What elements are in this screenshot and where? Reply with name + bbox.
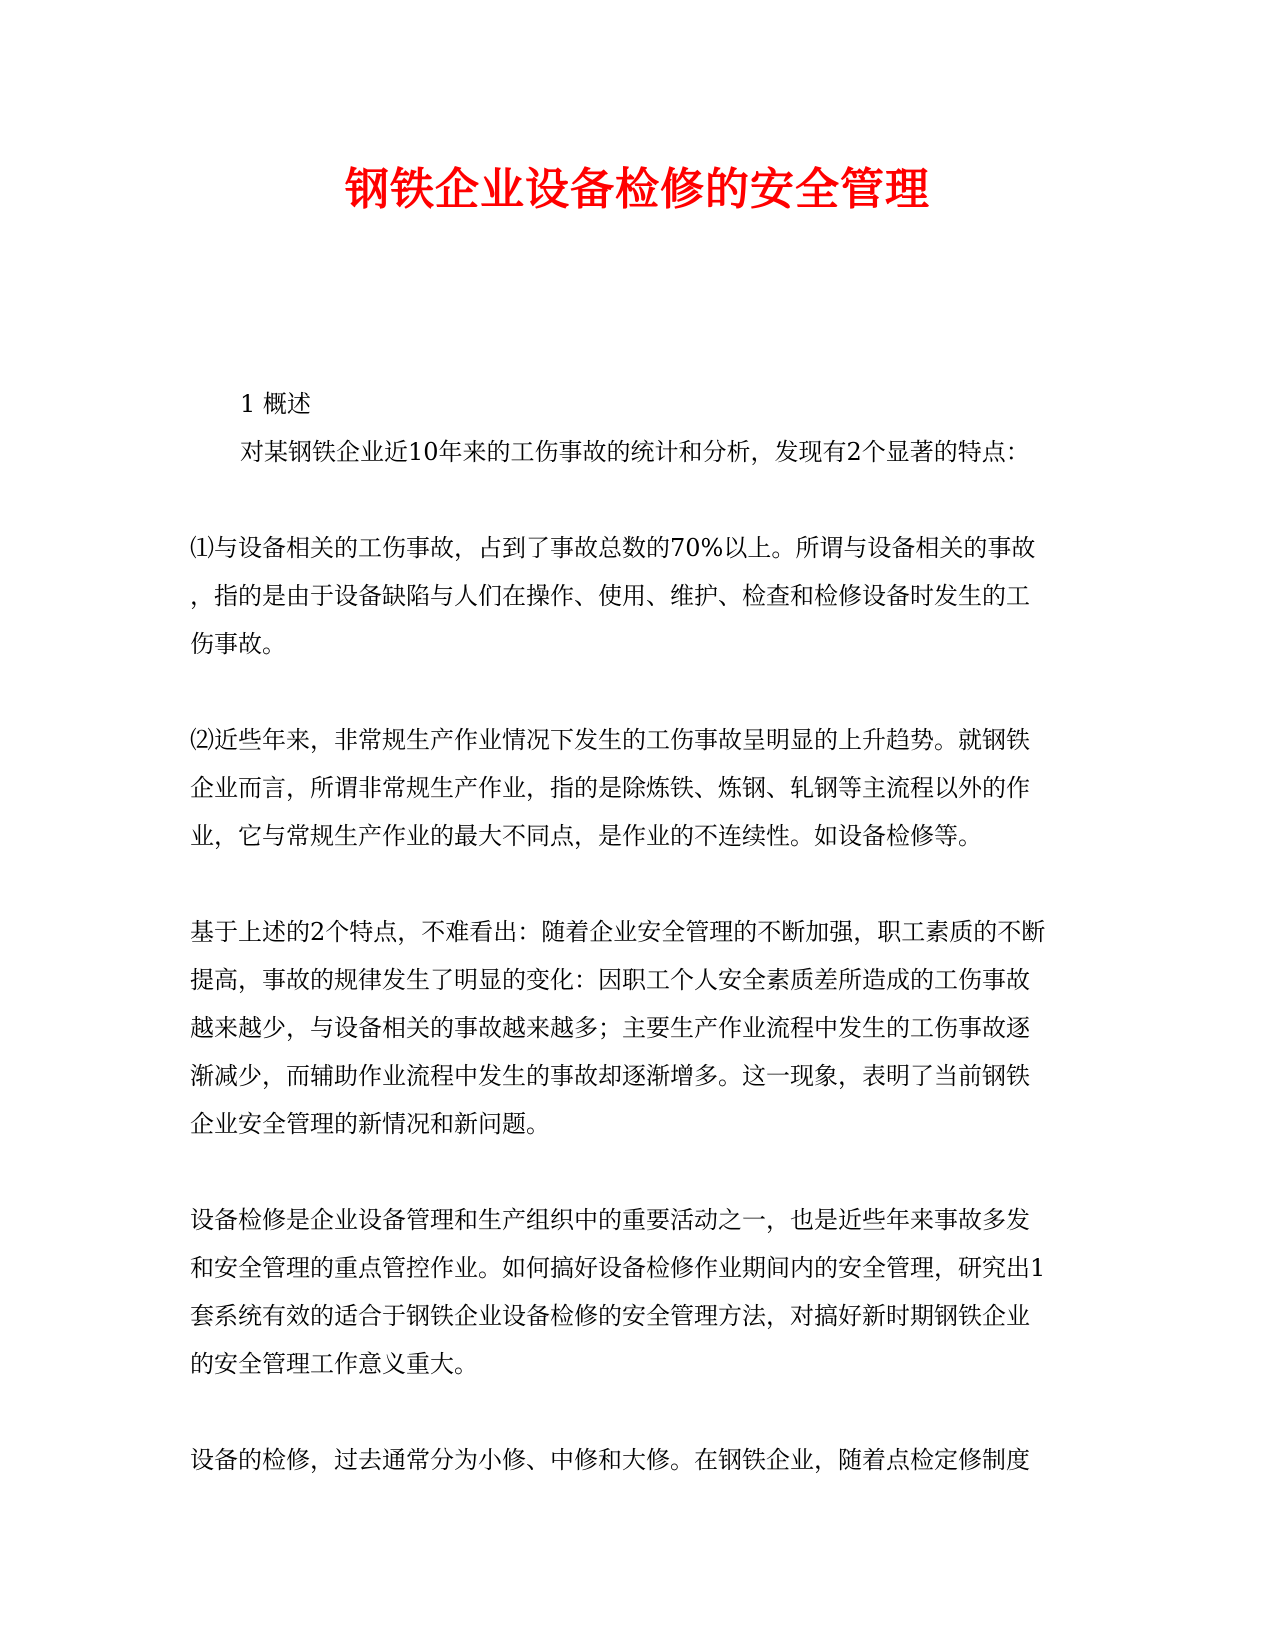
paragraph-spacer <box>190 1388 1080 1436</box>
paragraph-3 <box>190 908 1080 1148</box>
text-line: 和安全管理的重点管控作业。如何搞好设备检修作业期间内的安全管理，研究出1 <box>190 1254 1046 1282</box>
text-line: ，指的是由于设备缺陷与人们在操作、使用、维护、检查和检修设备时发生的工 <box>190 582 1030 610</box>
paragraph-spacer <box>190 860 1080 908</box>
paragraph-spacer <box>190 1148 1080 1196</box>
point-1-paragraph <box>190 524 1080 668</box>
paragraph-4 <box>190 1196 1080 1388</box>
intro-paragraph: 对某钢铁企业近10年来的工伤事故的统计和分析，发现有2个显著的特点： <box>240 438 1030 466</box>
text-line: 伤事故。 <box>190 630 286 658</box>
text-line: 基于上述的2个特点，不难看出：随着企业安全管理的不断加强，职工素质的不断 <box>190 918 1046 946</box>
text-line: 的安全管理工作意义重大。 <box>190 1350 478 1378</box>
text-line: ⑵近些年来，非常规生产作业情况下发生的工伤事故呈明显的上升趋势。就钢铁 <box>190 726 1030 754</box>
paragraph-spacer <box>190 668 1080 716</box>
document-body <box>190 380 1080 1484</box>
paragraph-5 <box>190 1436 1080 1484</box>
text-line: 业，它与常规生产作业的最大不同点，是作业的不连续性。如设备检修等。 <box>190 822 982 850</box>
paragraph-spacer <box>190 476 1080 524</box>
text-line: 越来越少，与设备相关的事故越来越多；主要生产作业流程中发生的工伤事故逐 <box>190 1014 1030 1042</box>
section-heading: 1 概述 <box>240 390 311 418</box>
text-line: 企业而言，所谓非常规生产作业，指的是除炼铁、炼钢、轧钢等主流程以外的作 <box>190 774 1030 802</box>
text-line: 设备检修是企业设备管理和生产组织中的重要活动之一，也是近些年来事故多发 <box>190 1206 1030 1234</box>
text-line: 提高，事故的规律发生了明显的变化：因职工个人安全素质差所造成的工伤事故 <box>190 966 1030 994</box>
document-title: 钢铁企业设备检修的安全管理 <box>345 164 930 215</box>
text-line: 套系统有效的适合于钢铁企业设备检修的安全管理方法，对搞好新时期钢铁企业 <box>190 1302 1030 1330</box>
text-line: 设备的检修，过去通常分为小修、中修和大修。在钢铁企业，随着点检定修制度 <box>190 1446 1030 1474</box>
text-line: 渐减少，而辅助作业流程中发生的事故却逐渐增多。这一现象，表明了当前钢铁 <box>190 1062 1030 1090</box>
text-line: 企业安全管理的新情况和新问题。 <box>190 1110 550 1138</box>
text-line: ⑴与设备相关的工伤事故，占到了事故总数的70%以上。所谓与设备相关的事故 <box>190 534 1036 562</box>
point-2-paragraph <box>190 716 1080 860</box>
